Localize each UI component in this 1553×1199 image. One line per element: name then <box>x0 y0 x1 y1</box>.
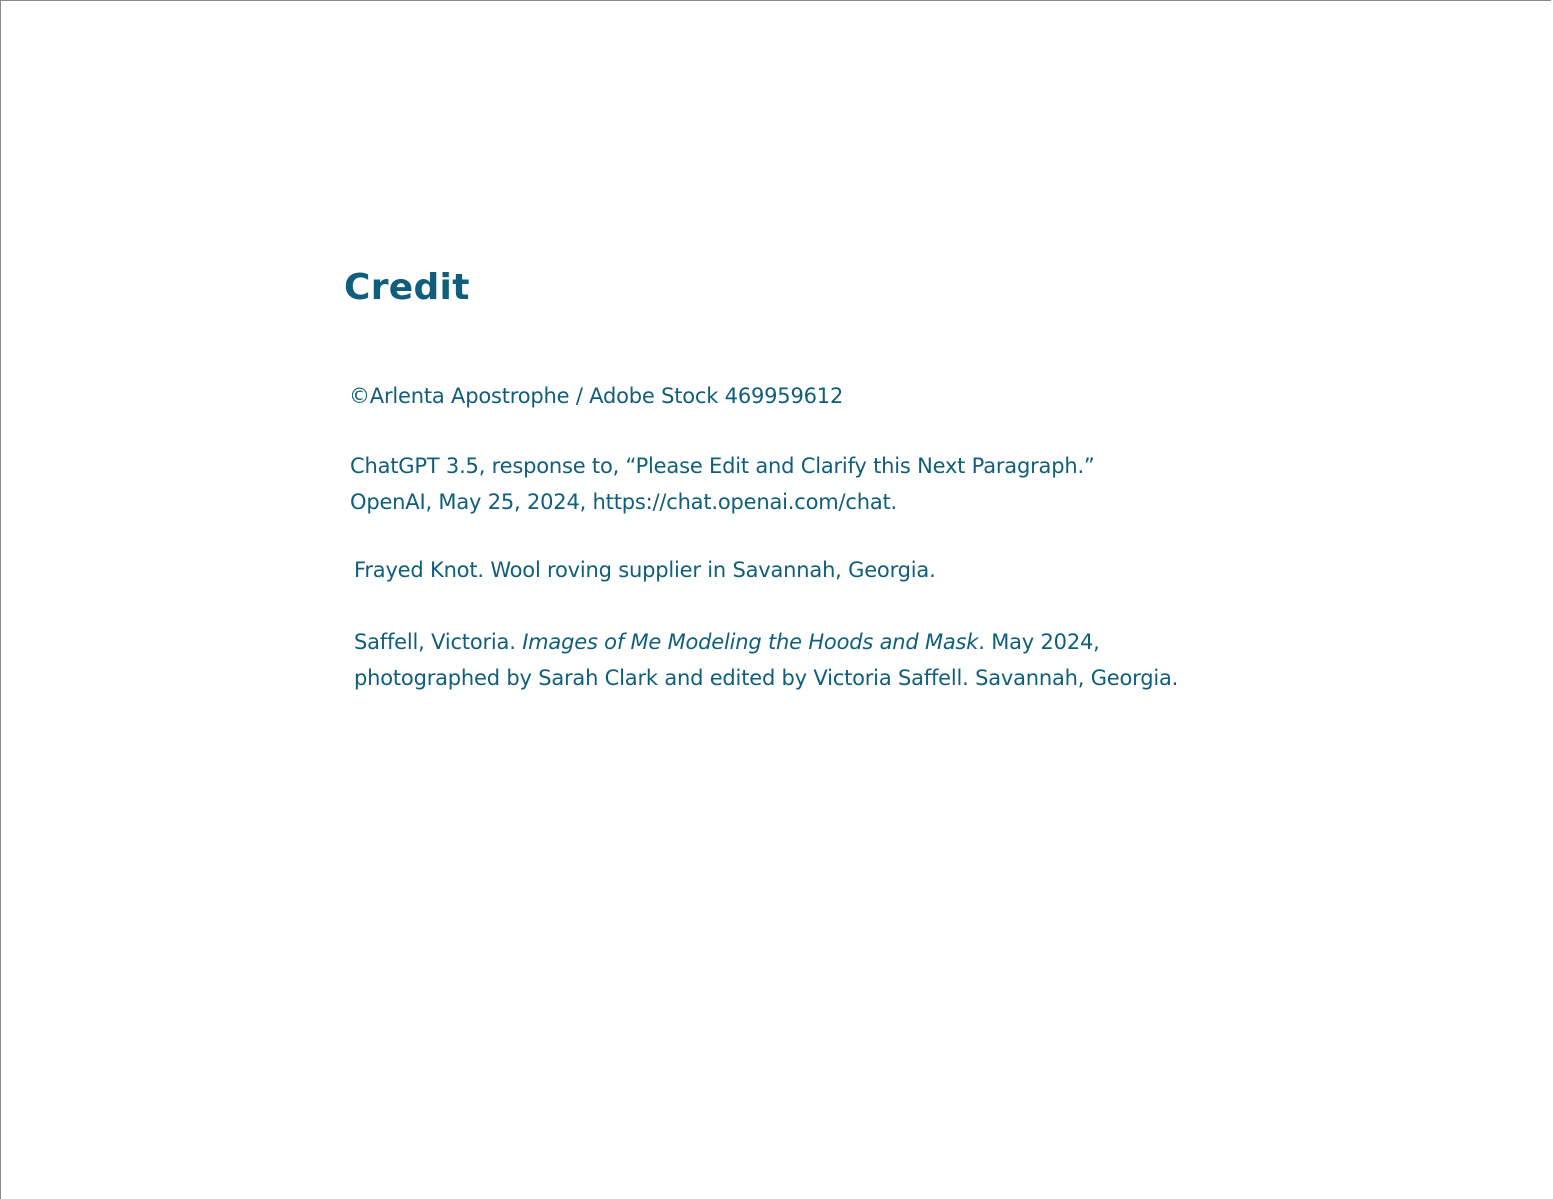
credit-saffell-author: Saffell, Victoria. <box>354 630 523 654</box>
credit-saffell-line-2: photographed by Sarah Clark and edited by Victoria Saffell. Savannah, Georgia. <box>354 666 1179 690</box>
credit-saffell-date: . May 2024, <box>978 630 1100 654</box>
credit-chatgpt <box>350 448 1095 520</box>
credit-saffell-images <box>354 624 1178 696</box>
credit-stock-photo: ©Arlenta Apostrophe / Adobe Stock 469959612 <box>349 384 844 408</box>
credit-chatgpt-line-1: ChatGPT 3.5, response to, “Please Edit and Clarify this Next Paragraph.” <box>350 454 1095 478</box>
credit-saffell-line-1 <box>354 624 1178 660</box>
credit-chatgpt-line-2: OpenAI, May 25, 2024, https://chat.openai.com/chat. <box>350 490 898 514</box>
credit-saffell-work-title: Images of Me Modeling the Hoods and Mask <box>522 630 979 654</box>
credit-frayed-knot: Frayed Knot. Wool roving supplier in Savannah, Georgia. <box>354 558 936 582</box>
page-title: Credit <box>344 267 470 308</box>
